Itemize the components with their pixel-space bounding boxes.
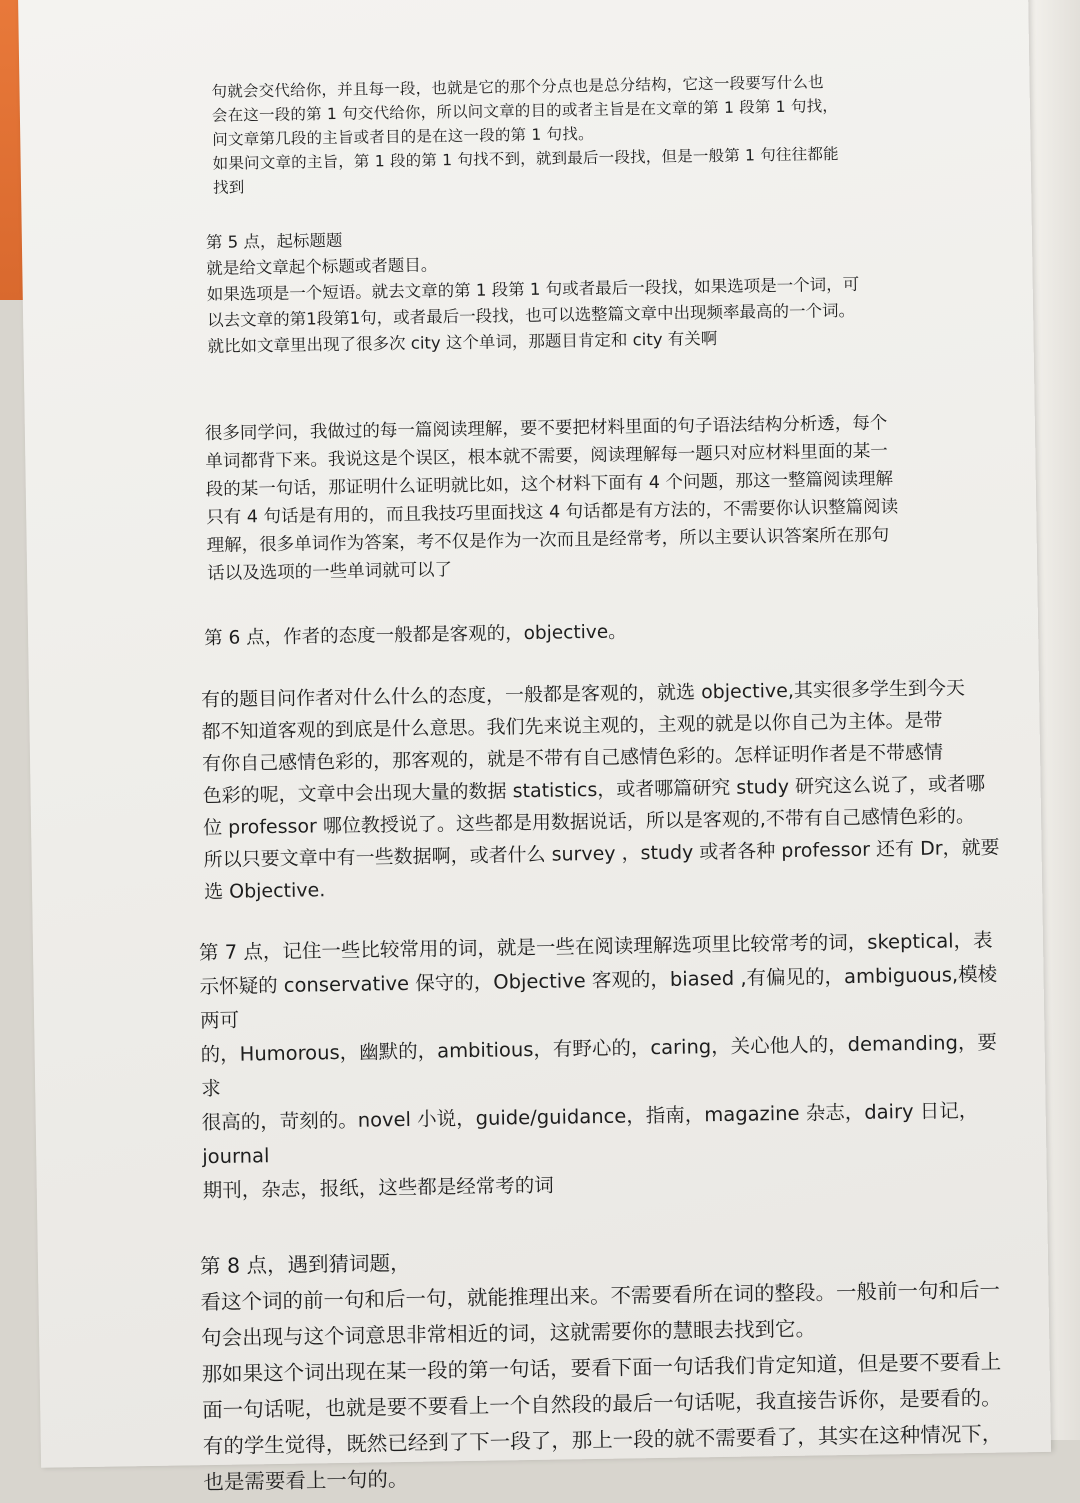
text-line: 所以只要文章中有一些数据啊，或者什么 survey ，study 或者各种 professor 还有 Dr，就要 xyxy=(203,836,1000,872)
book-page xyxy=(18,0,1051,1495)
text-line: 的，Humorous，幽默的，ambitious，有野心的，caring，关心他人的，demanding，要求 xyxy=(200,1030,998,1101)
text-line: 有的题目问作者对什么什么的态度，一般都是客观的，就选 objective,其实很多学生到今天 xyxy=(200,677,966,712)
paragraph-point-5-title xyxy=(172,218,1004,361)
text-line: 以去文章的第1段第1句，或者最后一段找，也可以选整篇文章中出现频率最高的一个词。 xyxy=(207,300,856,331)
text-line: 只有 4 句话是有用的，而且我技巧里面找这 4 句话都是有方法的，不需要你认识整篇阅读 xyxy=(206,497,899,529)
text-line: 句就会交代给你，并且每一段，也就是它的那个分点也是总分结构，它这一段要写什么也 xyxy=(211,73,824,101)
text-line: 会在这一段的第 1 句交代给你，所以问文章的目的或者主旨是在文章的第 1 段第 1 句找， xyxy=(211,97,839,125)
text-line: 句会出现与这个词意思非常相近的词，这就需要你的慧眼去找到它。 xyxy=(200,1316,817,1351)
text-line: 如果选项是一个短语。就去文章的第 1 段第 1 句或者最后一段找，如果选项是一个词，可 xyxy=(206,274,860,305)
text-line: 很高的，苛刻的。novel 小说，guide/guidance，指南，magazine 杂志，dairy 日记，journal xyxy=(201,1098,979,1169)
text-line: 段的某一句话，那证明什么证明就比如，这个材料下面有 4 个问题，那这一整篇阅读理解 xyxy=(205,469,894,501)
paragraph-main-idea xyxy=(169,68,1001,201)
text-line: 那如果这个词出现在某一段的第一句话，要看下面一句话我们肯定知道，但是要不要看上 xyxy=(201,1349,1002,1387)
text-line: 有的学生觉得，既然已经到了下一段了，那上一段的就不需要看了，其实在这种情况下， xyxy=(202,1421,1003,1459)
text-line: 第 5 点，起标题题 xyxy=(205,230,343,253)
text-line: 选 Objective. xyxy=(203,879,326,904)
paragraph-point-7-vocabulary xyxy=(183,923,1017,1208)
text-line: 找到 xyxy=(212,178,245,197)
paragraph-point-6-heading xyxy=(178,611,1008,654)
text-line: 都不知道客观的到底是什么意思。我们先来说主观的，主观的就是以你自己为主体。是带 xyxy=(201,709,943,744)
text-line: 有你自己感情色彩的，那客观的，就是不带有自己感情色彩的。怎样证明作者是不带感情 xyxy=(201,741,944,776)
text-line: 第 6 点，作者的态度一般都是客观的，objective。 xyxy=(203,621,627,650)
text-line: 理解，很多单词作为答案，考不仅是作为一次而且是经常考，所以主要认识答案所在那句 xyxy=(206,525,890,557)
text-line: 面一句话呢，也就是要不要看上一个自然段的最后一句话呢，我直接告诉你，是要看的。 xyxy=(202,1385,1002,1423)
text-line: 看这个词的前一句和后一句，就能推理出来。不需要看所在词的整段。一般前一句和后一 xyxy=(200,1277,1001,1315)
text-line: 第 7 点，记住一些比较常用的词，就是一些在阅读理解选项里比较常考的词，skeptical，表 xyxy=(198,928,993,965)
text-line: 色彩的呢，文章中会出现大量的数据 statistics，或者哪篇研究 study 研究这么说了，或者哪 xyxy=(202,772,986,808)
text-line: 位 professor 哪位教授说了。这些都是用数据说话，所以是客观的,不带有自己感情色彩的。 xyxy=(202,805,976,840)
paragraph-point-6-body xyxy=(179,671,1012,908)
text-line: 话以及选项的一些单词就可以了 xyxy=(206,560,453,585)
text-line: 如果问文章的主旨，第 1 段的第 1 句找不到，就到最后一段找，但是一般第 1 句往往都能 xyxy=(212,145,839,173)
text-line: 也是需要看上一句的。 xyxy=(203,1466,409,1495)
text-line: 就比如文章里出现了很多次 city 这个单词，那题目肯定和 city 有关啊 xyxy=(207,328,718,356)
text-line: 就是给文章起个标题或者题目。 xyxy=(206,255,438,279)
text-line: 第 8 点，遇到猜词题， xyxy=(199,1250,411,1279)
paragraph-misconception xyxy=(175,407,1008,588)
page-content xyxy=(169,68,1021,1501)
text-line: 期刊，杂志，报纸，这些都是经常考的词 xyxy=(202,1173,554,1203)
text-line: 问文章第几段的主旨或者目的是在这一段的第 1 句找。 xyxy=(212,124,594,149)
text-line: 示怀疑的 conservative 保守的，Objective 客观的，biased ,有偏见的，ambiguous,模棱两可 xyxy=(199,962,998,1033)
text-line: 单词都背下来。我说这是个误区，根本就不需要，阅读理解每一题只对应材料里面的某一 xyxy=(205,441,888,473)
text-line: 很多同学问，我做过的每一篇阅读理解，要不要把材料里面的句子语法结构分析透，每个 xyxy=(204,413,888,445)
paragraph-point-8-guess-word xyxy=(188,1235,1022,1500)
